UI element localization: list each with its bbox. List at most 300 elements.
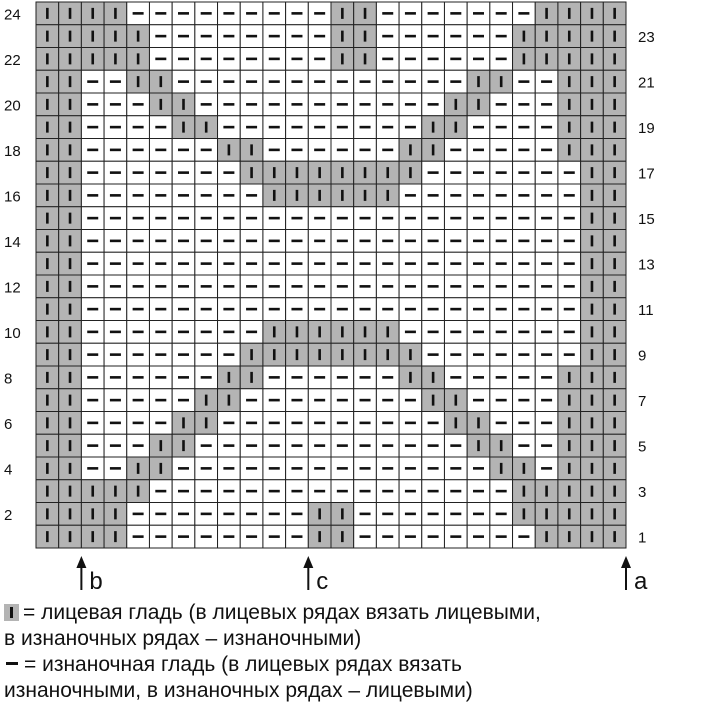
purl-stitch-mark — [337, 217, 348, 220]
purl-stitch-mark — [473, 126, 484, 129]
purl-stitch-mark — [360, 422, 371, 425]
purl-stitch-mark — [155, 262, 166, 265]
purl-stitch-mark — [541, 217, 552, 220]
knit-stitch-mark — [591, 99, 594, 110]
knit-stitch-mark — [613, 31, 616, 42]
purl-stitch-mark — [518, 80, 529, 83]
purl-stitch-mark — [541, 262, 552, 265]
purl-stitch-mark — [360, 262, 371, 265]
knit-stitch-mark — [591, 190, 594, 201]
purl-stitch-mark — [428, 194, 439, 197]
knit-stitch-mark — [568, 122, 571, 133]
row-label-left: 14 — [4, 233, 21, 251]
purl-stitch-mark — [201, 240, 212, 243]
purl-stitch-mark — [155, 331, 166, 334]
purl-stitch-mark — [405, 422, 416, 425]
row-label-left: 12 — [4, 279, 21, 297]
purl-stitch-mark — [110, 376, 121, 379]
knit-stitch-mark — [137, 31, 140, 42]
row-label-left: 16 — [4, 188, 21, 206]
knit-stitch-mark — [500, 76, 503, 87]
knit-stitch-mark — [91, 531, 94, 542]
knit-stitch-mark — [523, 31, 526, 42]
knit-stitch-mark — [568, 440, 571, 451]
purl-stitch-mark — [110, 262, 121, 265]
purl-stitch-mark — [269, 12, 280, 15]
knit-stitch-mark — [46, 531, 49, 542]
purl-stitch-mark — [110, 467, 121, 470]
purl-stitch-mark — [178, 80, 189, 83]
purl-stitch-mark — [223, 467, 234, 470]
purl-stitch-mark — [450, 353, 461, 356]
purl-stitch-mark — [541, 126, 552, 129]
knit-stitch-mark — [364, 31, 367, 42]
purl-stitch-mark — [291, 80, 302, 83]
knit-stitch-mark — [545, 531, 548, 542]
purl-stitch-mark — [473, 513, 484, 516]
purl-stitch-mark — [337, 467, 348, 470]
purl-stitch-mark — [269, 376, 280, 379]
knit-stitch-mark — [568, 531, 571, 542]
knit-stitch-mark — [205, 395, 208, 406]
purl-stitch-mark — [405, 444, 416, 447]
knit-stitch-mark — [455, 395, 458, 406]
purl-stitch-mark — [178, 12, 189, 15]
purl-stitch-mark — [87, 126, 98, 129]
purl-stitch-mark — [382, 217, 393, 220]
row-label-left: 8 — [4, 370, 13, 388]
purl-stitch-mark — [110, 194, 121, 197]
knit-stitch-mark — [273, 190, 276, 201]
knit-stitch-mark — [46, 372, 49, 383]
purl-stitch-mark — [450, 467, 461, 470]
knit-stitch-mark — [591, 144, 594, 155]
knit-stitch-mark — [182, 440, 185, 451]
purl-stitch-mark — [496, 353, 507, 356]
knit-stitch-mark — [545, 486, 548, 497]
purl-stitch-mark — [541, 308, 552, 311]
knit-stitch-mark — [477, 99, 480, 110]
knit-stitch-mark — [91, 508, 94, 519]
purl-stitch-mark — [223, 444, 234, 447]
knit-stitch-mark — [69, 31, 72, 42]
knit-stitch-mark — [160, 76, 163, 87]
purl-stitch-mark — [87, 376, 98, 379]
purl-stitch-mark — [223, 422, 234, 425]
knit-stitch-mark — [591, 235, 594, 246]
knit-symbol-icon — [4, 604, 19, 621]
knit-stitch-mark — [613, 349, 616, 360]
purl-stitch-mark — [518, 285, 529, 288]
purl-stitch-mark — [223, 35, 234, 38]
purl-stitch-mark — [428, 490, 439, 493]
knit-stitch-mark — [182, 122, 185, 133]
knit-stitch-mark — [69, 235, 72, 246]
purl-stitch-mark — [201, 535, 212, 538]
knit-stitch-mark — [182, 417, 185, 428]
purl-stitch-mark — [223, 217, 234, 220]
purl-stitch-mark — [405, 490, 416, 493]
purl-stitch-mark — [450, 376, 461, 379]
purl-stitch-mark — [496, 490, 507, 493]
purl-stitch-mark — [223, 331, 234, 334]
row-label-left: 20 — [4, 97, 21, 115]
purl-stitch-mark — [382, 126, 393, 129]
row-label-left: 22 — [4, 51, 21, 69]
knit-stitch-mark — [341, 167, 344, 178]
knit-stitch-mark — [432, 122, 435, 133]
purl-stitch-mark — [541, 422, 552, 425]
purl-stitch-mark — [473, 535, 484, 538]
purl-stitch-mark — [541, 103, 552, 106]
purl-stitch-mark — [223, 194, 234, 197]
purl-stitch-mark — [314, 126, 325, 129]
knit-stitch-mark — [477, 417, 480, 428]
knit-stitch-mark — [613, 486, 616, 497]
knit-stitch-mark — [205, 417, 208, 428]
purl-stitch-mark — [382, 103, 393, 106]
purl-stitch-mark — [291, 103, 302, 106]
purl-stitch-mark — [155, 376, 166, 379]
purl-stitch-mark — [201, 467, 212, 470]
purl-stitch-mark — [382, 513, 393, 516]
purl-stitch-mark — [178, 513, 189, 516]
arrow-head-icon — [76, 556, 86, 568]
purl-stitch-mark — [496, 35, 507, 38]
purl-stitch-mark — [201, 35, 212, 38]
knit-stitch-mark — [523, 486, 526, 497]
purl-stitch-mark — [405, 285, 416, 288]
purl-stitch-mark — [337, 444, 348, 447]
purl-stitch-mark — [382, 444, 393, 447]
purl-stitch-mark — [428, 285, 439, 288]
purl-stitch-mark — [518, 12, 529, 15]
row-label-left: 2 — [4, 506, 13, 524]
purl-stitch-mark — [155, 535, 166, 538]
purl-stitch-mark — [246, 103, 257, 106]
arrow-head-icon — [303, 556, 313, 568]
knit-stitch-mark — [386, 349, 389, 360]
purl-stitch-mark — [178, 308, 189, 311]
purl-stitch-mark — [428, 308, 439, 311]
purl-stitch-mark — [110, 126, 121, 129]
knit-stitch-mark — [613, 99, 616, 110]
knit-stitch-mark — [318, 531, 321, 542]
purl-stitch-mark — [133, 12, 144, 15]
knit-stitch-mark — [69, 144, 72, 155]
knit-stitch-mark — [523, 53, 526, 64]
knit-stitch-mark — [160, 440, 163, 451]
purl-stitch-mark — [564, 217, 575, 220]
purl-stitch-mark — [110, 399, 121, 402]
purl-stitch-mark — [382, 490, 393, 493]
marker-label: b — [89, 568, 103, 595]
purl-stitch-mark — [269, 217, 280, 220]
row-label-right: 21 — [638, 74, 655, 92]
purl-stitch-mark — [541, 353, 552, 356]
row-label-right: 13 — [638, 256, 655, 274]
purl-stitch-mark — [496, 399, 507, 402]
purl-stitch-mark — [541, 376, 552, 379]
legend-purl-line-cont: изнаночными, в изнаночных рядах – лицевыми) — [4, 679, 473, 702]
purl-stitch-mark — [496, 535, 507, 538]
purl-stitch-mark — [269, 35, 280, 38]
purl-stitch-mark — [291, 35, 302, 38]
purl-stitch-mark — [496, 149, 507, 152]
purl-stitch-mark — [518, 217, 529, 220]
purl-stitch-mark — [518, 194, 529, 197]
purl-stitch-mark — [360, 285, 371, 288]
knit-stitch-mark — [591, 304, 594, 315]
knit-stitch-mark — [228, 395, 231, 406]
knit-stitch-mark — [591, 167, 594, 178]
knit-stitch-mark — [432, 144, 435, 155]
marker-label: a — [634, 568, 648, 595]
knit-stitch-mark — [69, 508, 72, 519]
knit-stitch-mark — [205, 122, 208, 133]
knit-stitch-mark — [341, 349, 344, 360]
knit-stitch-mark — [250, 372, 253, 383]
purl-stitch-mark — [155, 126, 166, 129]
knit-stitch-mark — [69, 281, 72, 292]
purl-stitch-mark — [155, 240, 166, 243]
purl-stitch-mark — [201, 490, 212, 493]
purl-stitch-mark — [405, 58, 416, 61]
knit-stitch-mark — [591, 395, 594, 406]
purl-stitch-mark — [473, 376, 484, 379]
purl-stitch-mark — [541, 444, 552, 447]
purl-stitch-mark — [564, 308, 575, 311]
knit-stitch-mark — [46, 417, 49, 428]
purl-stitch-mark — [87, 331, 98, 334]
purl-stitch-mark — [360, 240, 371, 243]
knit-stitch-mark — [273, 349, 276, 360]
purl-stitch-mark — [496, 240, 507, 243]
knit-stitch-mark — [46, 508, 49, 519]
purl-stitch-mark — [178, 490, 189, 493]
purl-stitch-mark — [428, 353, 439, 356]
purl-stitch-mark — [133, 444, 144, 447]
purl-stitch-mark — [450, 513, 461, 516]
purl-stitch-mark — [473, 353, 484, 356]
knit-stitch-mark — [114, 531, 117, 542]
purl-stitch-mark — [314, 399, 325, 402]
knit-stitch-mark — [613, 326, 616, 337]
purl-stitch-mark — [87, 80, 98, 83]
knit-stitch-mark — [568, 53, 571, 64]
knit-stitch-mark — [296, 326, 299, 337]
purl-stitch-mark — [360, 103, 371, 106]
purl-stitch-mark — [133, 194, 144, 197]
purl-stitch-mark — [201, 217, 212, 220]
purl-stitch-mark — [382, 262, 393, 265]
purl-stitch-mark — [518, 399, 529, 402]
knit-stitch-mark — [69, 349, 72, 360]
purl-stitch-mark — [360, 490, 371, 493]
knit-stitch-mark — [114, 486, 117, 497]
knit-stitch-mark — [386, 190, 389, 201]
knit-stitch-mark — [296, 190, 299, 201]
purl-stitch-mark — [428, 58, 439, 61]
knit-stitch-mark — [46, 8, 49, 19]
purl-stitch-mark — [314, 58, 325, 61]
row-label-left: 6 — [4, 415, 13, 433]
purl-stitch-mark — [405, 80, 416, 83]
knit-stitch-mark — [46, 31, 49, 42]
knit-stitch-mark — [591, 53, 594, 64]
purl-stitch-mark — [314, 308, 325, 311]
knit-stitch-mark — [341, 326, 344, 337]
purl-stitch-mark — [110, 308, 121, 311]
chart-grid — [36, 2, 626, 548]
knit-stitch-mark — [568, 76, 571, 87]
purl-stitch-mark — [428, 80, 439, 83]
knit-stitch-mark — [69, 463, 72, 474]
knit-stitch-mark — [455, 122, 458, 133]
purl-stitch-mark — [110, 353, 121, 356]
purl-stitch-mark — [518, 444, 529, 447]
purl-stitch-mark — [360, 535, 371, 538]
purl-stitch-mark — [87, 262, 98, 265]
purl-stitch-mark — [201, 262, 212, 265]
knit-stitch-mark — [477, 440, 480, 451]
purl-stitch-mark — [337, 103, 348, 106]
purl-stitch-mark — [360, 149, 371, 152]
purl-stitch-mark — [314, 240, 325, 243]
purl-stitch-mark — [133, 217, 144, 220]
purl-stitch-mark — [405, 331, 416, 334]
purl-stitch-mark — [496, 331, 507, 334]
knit-stitch-mark — [613, 213, 616, 224]
knit-stitch-mark — [568, 8, 571, 19]
purl-stitch-mark — [360, 399, 371, 402]
knit-stitch-mark — [91, 31, 94, 42]
purl-stitch-mark — [246, 35, 257, 38]
knit-stitch-mark — [591, 486, 594, 497]
knit-stitch-mark — [296, 167, 299, 178]
purl-stitch-mark — [155, 308, 166, 311]
purl-stitch-mark — [87, 285, 98, 288]
purl-stitch-mark — [518, 171, 529, 174]
purl-stitch-mark — [223, 490, 234, 493]
knit-stitch-mark — [613, 53, 616, 64]
knit-stitch-mark — [523, 508, 526, 519]
knit-stitch-mark — [613, 122, 616, 133]
purl-stitch-mark — [405, 194, 416, 197]
knit-stitch-mark — [613, 144, 616, 155]
purl-stitch-mark — [291, 240, 302, 243]
purl-stitch-mark — [337, 80, 348, 83]
purl-stitch-mark — [87, 240, 98, 243]
purl-stitch-mark — [133, 285, 144, 288]
knit-stitch-mark — [318, 167, 321, 178]
purl-stitch-mark — [291, 399, 302, 402]
purl-stitch-mark — [201, 285, 212, 288]
marker-label: c — [316, 568, 329, 595]
purl-stitch-mark — [291, 490, 302, 493]
purl-stitch-mark — [223, 171, 234, 174]
purl-stitch-mark — [314, 444, 325, 447]
purl-stitch-mark — [428, 217, 439, 220]
purl-stitch-mark — [473, 285, 484, 288]
purl-stitch-mark — [291, 422, 302, 425]
knit-stitch-mark — [137, 53, 140, 64]
purl-stitch-mark — [223, 285, 234, 288]
knit-stitch-mark — [273, 326, 276, 337]
purl-stitch-mark — [291, 535, 302, 538]
knit-stitch-mark — [46, 167, 49, 178]
purl-stitch-mark — [87, 171, 98, 174]
knit-stitch-mark — [568, 144, 571, 155]
purl-stitch-mark — [541, 331, 552, 334]
purl-stitch-mark — [405, 467, 416, 470]
purl-stitch-mark — [382, 58, 393, 61]
knit-stitch-mark — [545, 53, 548, 64]
knit-stitch-mark — [613, 167, 616, 178]
purl-stitch-mark — [496, 422, 507, 425]
row-label-right: 15 — [638, 211, 655, 229]
purl-stitch-mark — [246, 240, 257, 243]
purl-stitch-mark — [382, 240, 393, 243]
purl-stitch-mark — [428, 12, 439, 15]
purl-stitch-mark — [405, 240, 416, 243]
purl-stitch-mark — [314, 376, 325, 379]
purl-stitch-mark — [564, 353, 575, 356]
purl-stitch-mark — [428, 331, 439, 334]
knit-stitch-mark — [613, 258, 616, 269]
knit-stitch-mark — [364, 190, 367, 201]
purl-stitch-mark — [382, 535, 393, 538]
purl-stitch-mark — [223, 308, 234, 311]
purl-stitch-mark — [291, 285, 302, 288]
purl-stitch-mark — [428, 513, 439, 516]
knit-stitch-mark — [364, 167, 367, 178]
legend-purl-text: = изнаночная гладь (в лицевых рядах вязать — [24, 653, 462, 676]
purl-stitch-mark — [110, 331, 121, 334]
knit-stitch-mark — [613, 395, 616, 406]
purl-stitch-mark — [337, 376, 348, 379]
knit-stitch-mark — [591, 76, 594, 87]
purl-stitch-mark — [518, 262, 529, 265]
purl-stitch-mark — [269, 422, 280, 425]
purl-stitch-mark — [314, 149, 325, 152]
purl-stitch-mark — [201, 444, 212, 447]
purl-stitch-mark — [110, 285, 121, 288]
purl-stitch-mark — [155, 58, 166, 61]
purl-stitch-mark — [314, 12, 325, 15]
purl-stitch-mark — [269, 467, 280, 470]
purl-stitch-mark — [155, 194, 166, 197]
purl-stitch-mark — [269, 262, 280, 265]
purl-stitch-mark — [178, 467, 189, 470]
knit-stitch-mark — [591, 213, 594, 224]
purl-stitch-mark — [337, 285, 348, 288]
purl-stitch-mark — [382, 467, 393, 470]
knit-stitch-mark — [545, 31, 548, 42]
purl-stitch-mark — [314, 80, 325, 83]
purl-stitch-mark — [473, 58, 484, 61]
purl-stitch-mark — [223, 535, 234, 538]
purl-stitch-mark — [541, 194, 552, 197]
knit-stitch-mark — [273, 167, 276, 178]
row-label-right: 11 — [638, 302, 654, 320]
knit-stitch-mark — [69, 99, 72, 110]
purl-stitch-mark — [496, 126, 507, 129]
knit-stitch-mark — [69, 53, 72, 64]
purl-stitch-mark — [314, 422, 325, 425]
knit-stitch-mark — [568, 31, 571, 42]
purl-stitch-mark — [428, 171, 439, 174]
